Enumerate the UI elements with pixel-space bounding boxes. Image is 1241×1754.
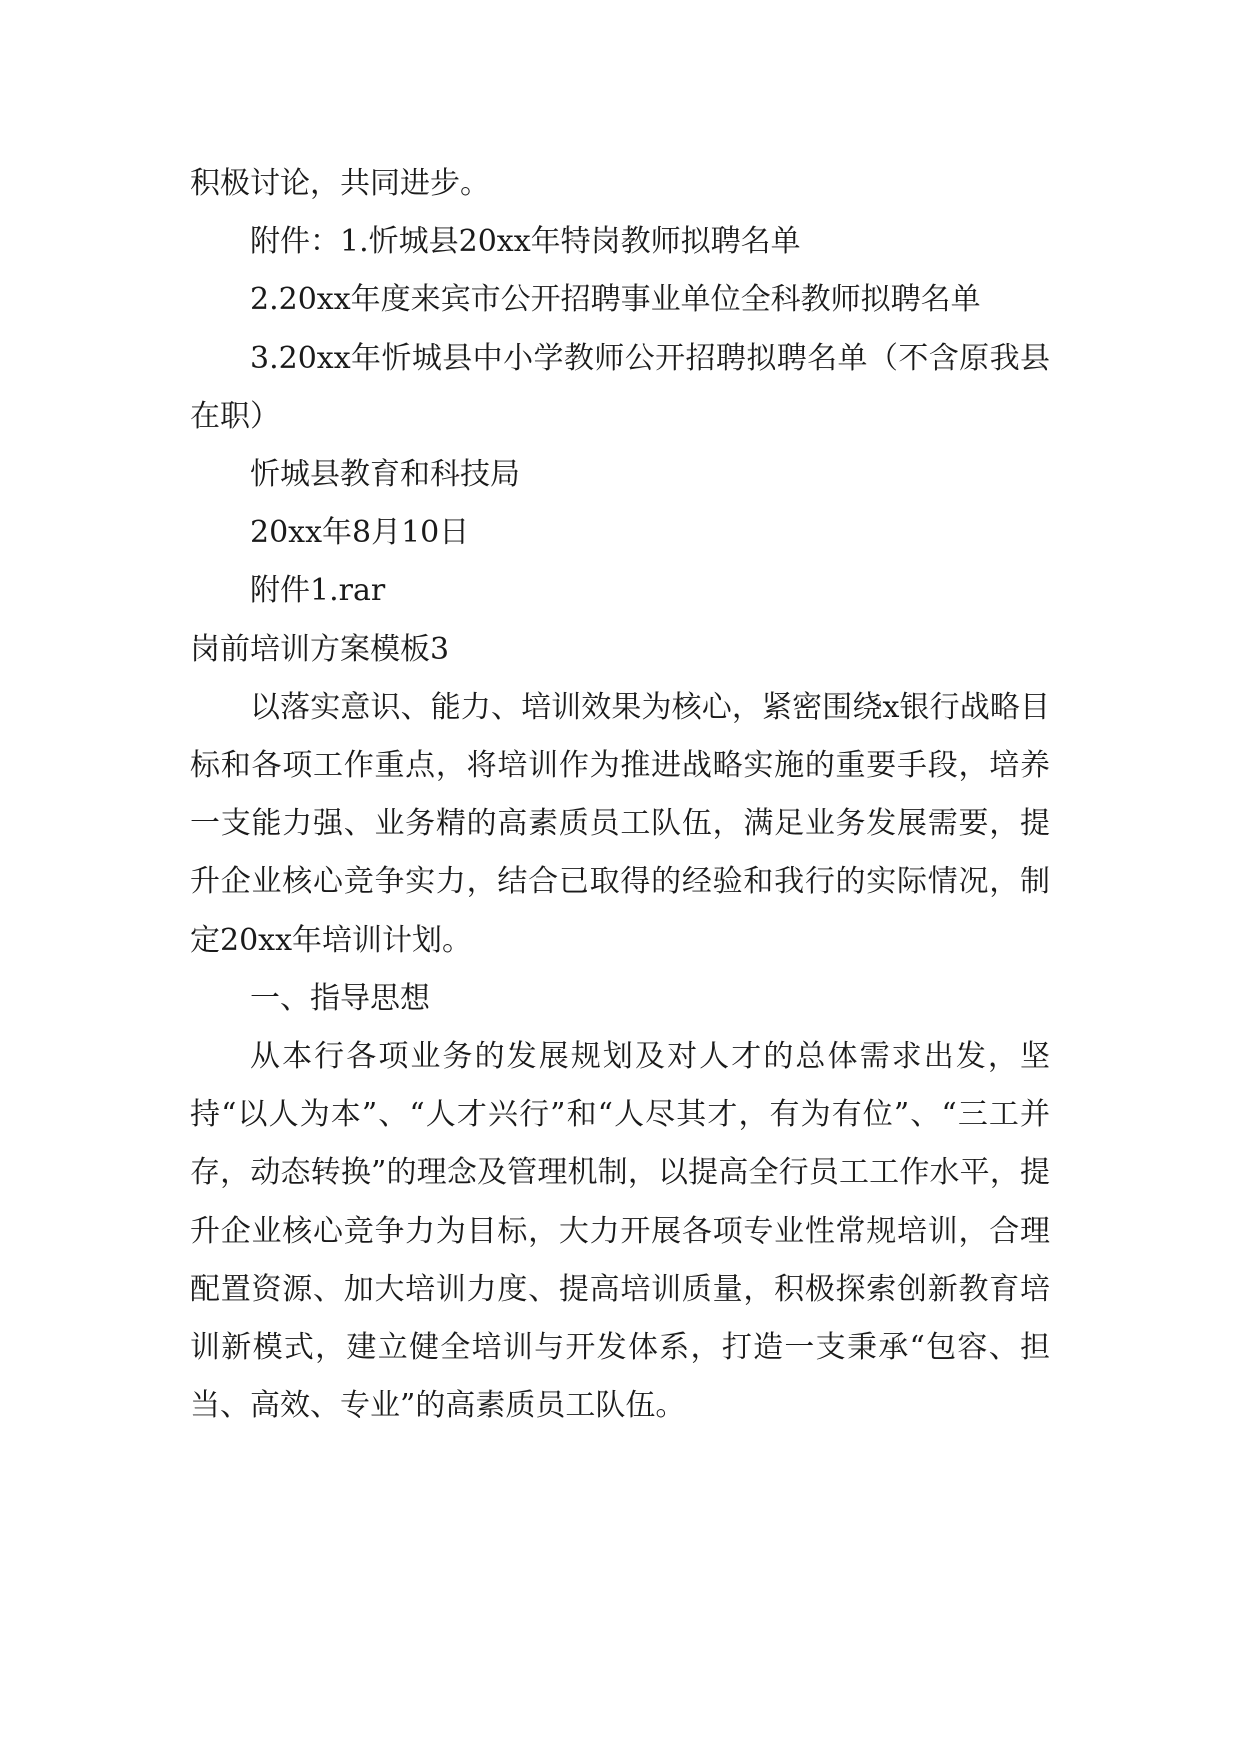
paragraph-issuer: 忻城县教育和科技局: [250, 457, 520, 493]
paragraph-date: 20xx年8月10日: [250, 515, 470, 551]
paragraph-intro: 以落实意识、能力、培训效果为核心，紧密围绕x银行战略目标和各项工作重点，将培训作为推进战略实施的重要手段，培养一支能力强、业务精的高素质员工队伍，满足业务发展需要，提升企业核心竞争实力，结合已取得的经验和我行的实际情况，制定20xx年培训计划。: [190, 689, 1050, 958]
paragraph-attachment-3: 3.20xx年忻城县中小学教师公开招聘拟聘名单（不含原我县在职）: [190, 340, 1050, 434]
paragraph-attachment-1: 附件：1.忻城县20xx年特岗教师拟聘名单: [250, 224, 801, 260]
paragraph-attachment-2: 2.20xx年度来宾市公开招聘事业单位全科教师拟聘名单: [250, 282, 981, 318]
paragraph-attachment-file: 附件1.rar: [250, 573, 386, 609]
paragraph-guiding-thought: 从本行各项业务的发展规划及对人才的总体需求出发，坚持“以人为本”、“人才兴行”和“人尽其才，有为有位”、“三工并存，动态转换”的理念及管理机制，以提高全行员工工作水平，提升企业核心竞争力为目标，大力开展各项专业性常规培训，合理配置资源、加大培训力度、提高培训质量，积极探索创新教育培训新模式，建立健全培训与开发体系，打造一支秉承“包容、担当、高效、专业”的高素质员工队伍。: [190, 1039, 1050, 1424]
document-body: [190, 155, 1050, 1435]
section-title: 岗前培训方案模板3: [190, 631, 450, 667]
paragraph-closing-remark: 积极讨论，共同进步。: [190, 166, 490, 201]
subheading-guiding-thought: 一、指导思想: [250, 980, 430, 1016]
